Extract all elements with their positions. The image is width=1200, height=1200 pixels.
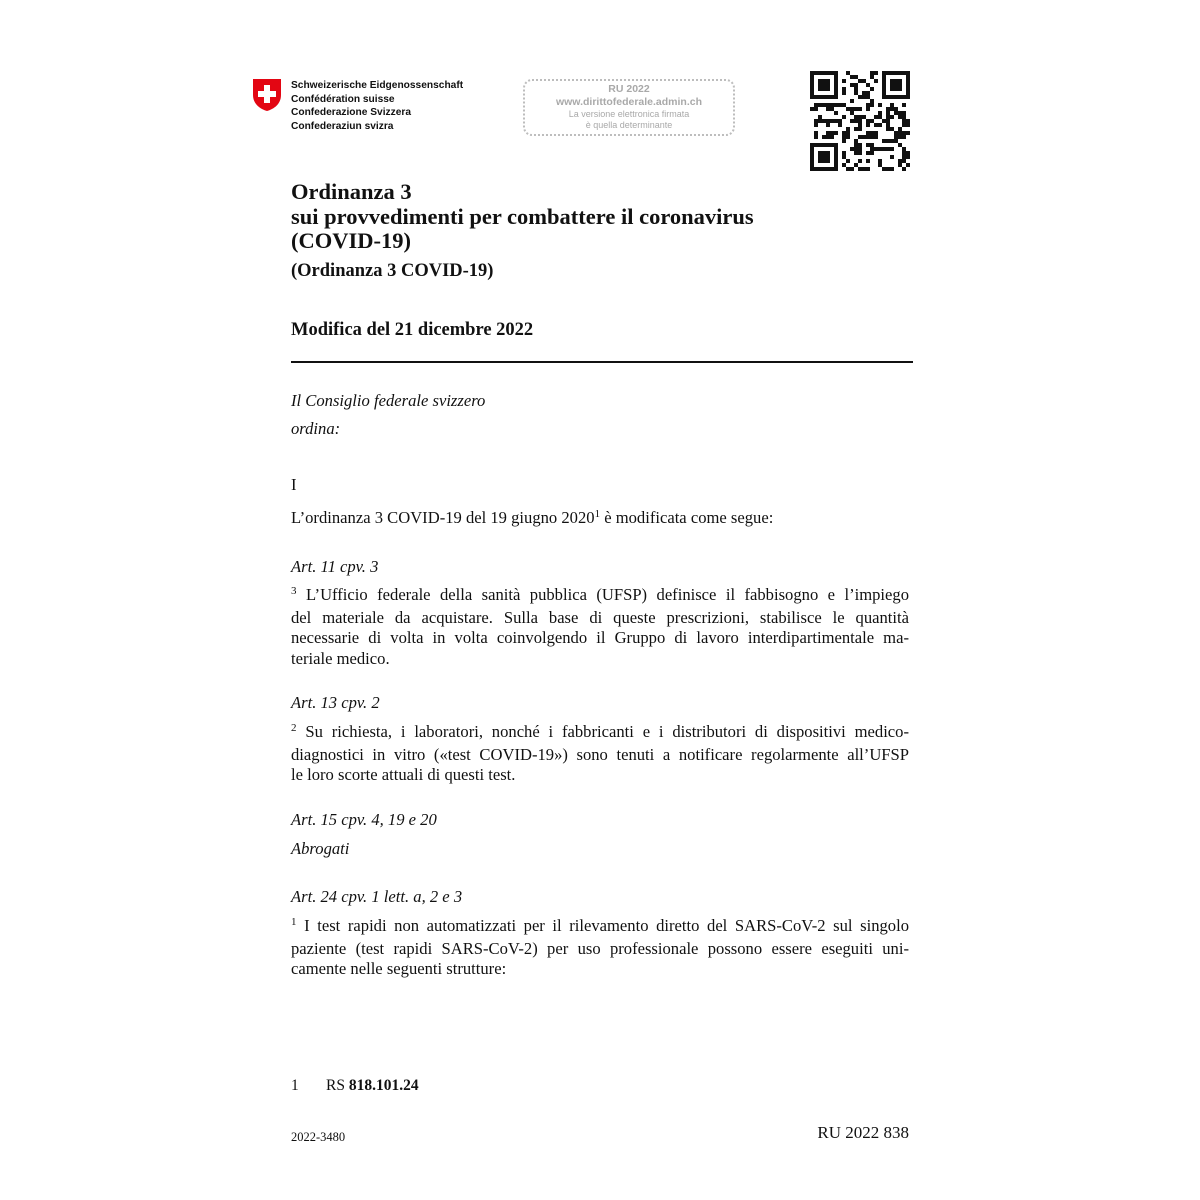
- page-reference: RU 2022 838: [817, 1123, 909, 1142]
- confederation-name-fr: Confédération suisse: [291, 93, 395, 105]
- title-divider: [291, 361, 913, 363]
- paragraph-line: diagnostici in vitro («test COVID-19») sono tenuti a notificare regolarmente all’UFSP: [291, 744, 909, 764]
- paragraph-number: 3: [291, 585, 297, 597]
- footnote-number: 1: [291, 1077, 299, 1094]
- article-paragraph: [291, 916, 909, 980]
- footnote-marker[interactable]: 1: [594, 508, 601, 520]
- section-intro-suffix: è modificata come segue:: [600, 508, 774, 527]
- paragraph-line: $^3$ L’Ufficio federale della sanità pubblica (UFSP) definisce il fabbisogno e l’impiego: [291, 585, 909, 604]
- qr-code-icon: [810, 71, 910, 171]
- confederation-name-it: Confederazione Svizzera: [291, 107, 412, 118]
- paragraph-line: $^2$ Su richiesta, i laboratori, nonché i fabbricanti e i distributori di dispositivi medico-: [291, 722, 909, 741]
- title-line-1: Ordinanza 3: [291, 179, 412, 204]
- section-intro-text: L’ordinanza 3 COVID-19 del 19 giugno 2020: [291, 508, 595, 527]
- paragraph-number: 1: [291, 916, 297, 928]
- confederation-name-de: Schweizerische Eidgenossenschaft: [291, 80, 464, 91]
- footnote-prefix: RS: [326, 1077, 349, 1094]
- article-heading: Art. 15 cpv. 4, 19 e 20: [291, 810, 437, 829]
- article-heading: Art. 24 cpv. 1 lett. a, 2 e 3: [291, 887, 463, 906]
- paragraph-line: necessarie di volta in volta coinvolgendo il Gruppo di lavoro interdipartimentale ma-: [291, 628, 909, 647]
- paragraph-line: camente nelle seguenti strutture:: [291, 959, 507, 978]
- footnote: [291, 1076, 419, 1096]
- article-heading: Art. 13 cpv. 2: [291, 693, 380, 712]
- article-paragraph: [291, 722, 909, 786]
- document-short-title: (Ordinanza 3 COVID-19): [291, 261, 494, 281]
- preamble-verb: ordina:: [291, 419, 341, 438]
- article-repealed-note: Abrogati: [291, 839, 350, 858]
- document-title: [291, 180, 754, 254]
- paragraph-line: le loro scorte attuali di questi test.: [291, 765, 516, 784]
- section-number: I: [291, 475, 297, 494]
- swiss-cross-icon: [252, 78, 282, 112]
- paragraph-number: 2: [291, 722, 297, 734]
- amendment-date: Modifica del 21 dicembre 2022: [291, 320, 534, 340]
- preamble-authority: Il Consiglio federale svizzero: [291, 391, 486, 410]
- stamp-note-line2: è quella determinante: [585, 120, 673, 130]
- stamp-website: www.dirittofederale.admin.ch: [555, 96, 703, 108]
- paragraph-line: del materiale da acquistare. Sulla base di queste prescrizioni, stabilisce le quantità: [291, 607, 909, 627]
- stamp-note-line1: La versione elettronica firmata: [568, 109, 690, 119]
- title-line-3: (COVID-19): [291, 228, 411, 253]
- stamp-collection-ref: RU 2022: [608, 83, 650, 95]
- title-line-2: sui provvedimenti per combattere il coronavirus: [291, 203, 754, 229]
- paragraph-line: $^1$ I test rapidi non automatizzati per il rilevamento diretto del SARS-CoV-2 sul singolo: [291, 916, 910, 935]
- footnote-reference[interactable]: 818.101.24: [348, 1077, 419, 1094]
- official-publication-stamp: [523, 79, 735, 136]
- document-id: 2022-3480: [291, 1130, 346, 1144]
- article-paragraph: [291, 585, 909, 669]
- paragraph-line: teriale medico.: [291, 648, 390, 668]
- paragraph-line: paziente (test rapidi SARS-CoV-2) per uso professionale possono essere eseguiti uni-: [291, 938, 909, 958]
- article-heading: Art. 11 cpv. 3: [291, 557, 379, 576]
- confederation-names: [291, 79, 463, 133]
- confederation-name-rm: Confederaziun svizra: [291, 120, 394, 132]
- section-intro: [291, 508, 909, 531]
